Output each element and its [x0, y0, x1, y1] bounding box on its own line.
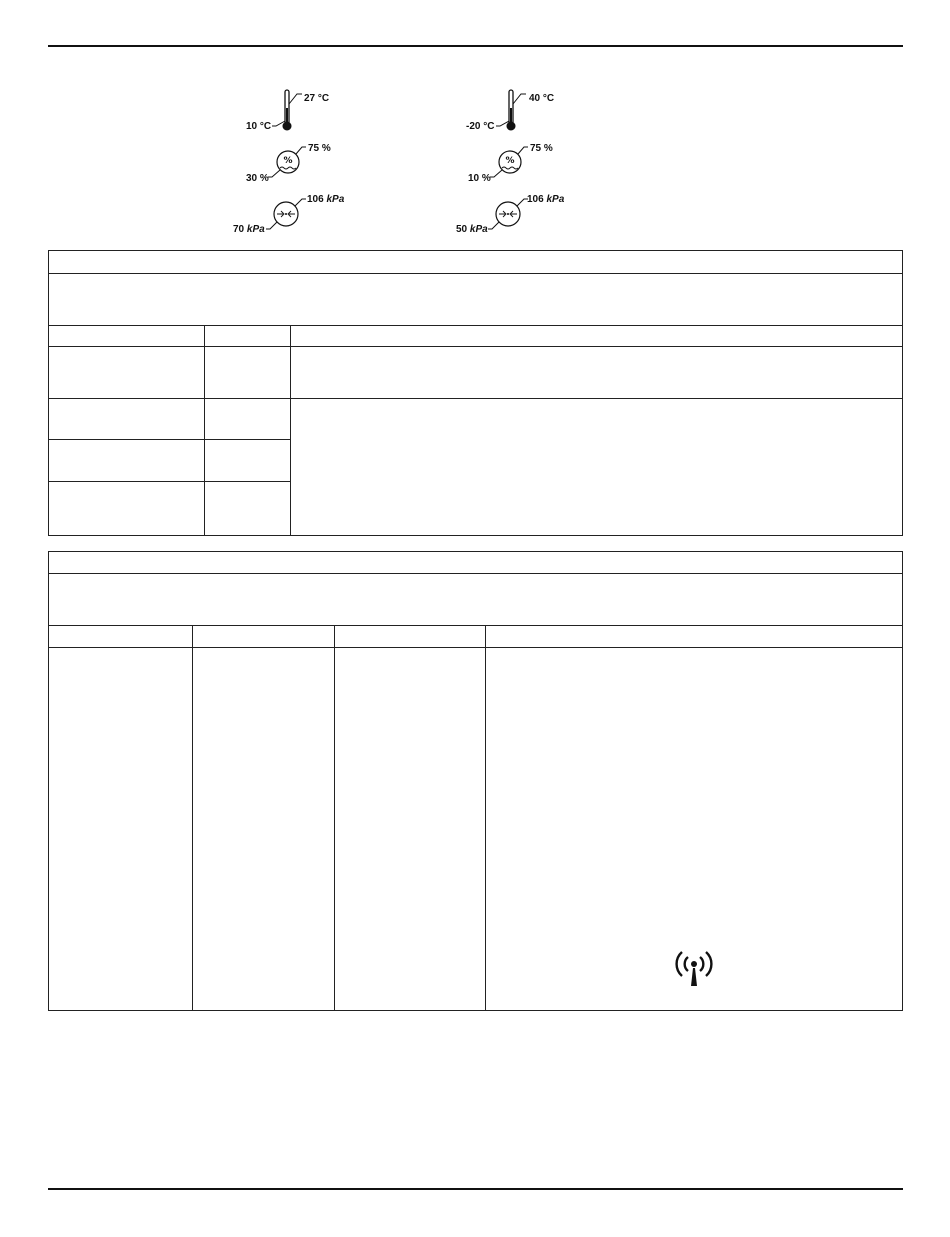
svg-text:%: %: [283, 156, 293, 166]
footer-rule: [48, 1188, 903, 1190]
operating-pressure-min: 70 kPa: [233, 224, 265, 235]
operating-humidity-max: 75 %: [308, 143, 331, 154]
table-divider: [49, 625, 902, 626]
table-divider: [192, 625, 193, 1010]
operating-temp-min: 10 °C: [246, 121, 272, 132]
table-immunity: [48, 551, 903, 1011]
table-divider: [49, 481, 290, 482]
operating-temp-max: 27 °C: [304, 93, 330, 104]
storage-humidity-min: 10 %: [468, 173, 491, 184]
header-rule: [48, 45, 903, 47]
table-divider: [49, 398, 902, 399]
table-divider: [49, 346, 902, 347]
table-divider: [49, 573, 902, 574]
table-divider: [485, 625, 486, 1010]
storage-pressure-max: 106 kPa: [527, 194, 565, 205]
table-divider: [204, 325, 205, 535]
storage-temp-min: -20 °C: [466, 121, 495, 132]
non-ionizing-radiation-icon: [669, 948, 719, 988]
operating-pressure-max: 106 kPa: [307, 194, 345, 205]
table-divider: [49, 325, 902, 326]
svg-text:%: %: [505, 156, 515, 166]
operating-humidity-min: 30 %: [246, 173, 269, 184]
table-divider: [334, 625, 335, 1010]
table-divider: [290, 325, 291, 535]
storage-humidity-max: 75 %: [530, 143, 553, 154]
table-divider: [49, 439, 290, 440]
storage-temp-max: 40 °C: [529, 93, 555, 104]
storage-pressure-min: 50 kPa: [456, 224, 488, 235]
table-divider: [49, 647, 902, 648]
table-emissions: [48, 250, 903, 536]
table-divider: [49, 273, 902, 274]
